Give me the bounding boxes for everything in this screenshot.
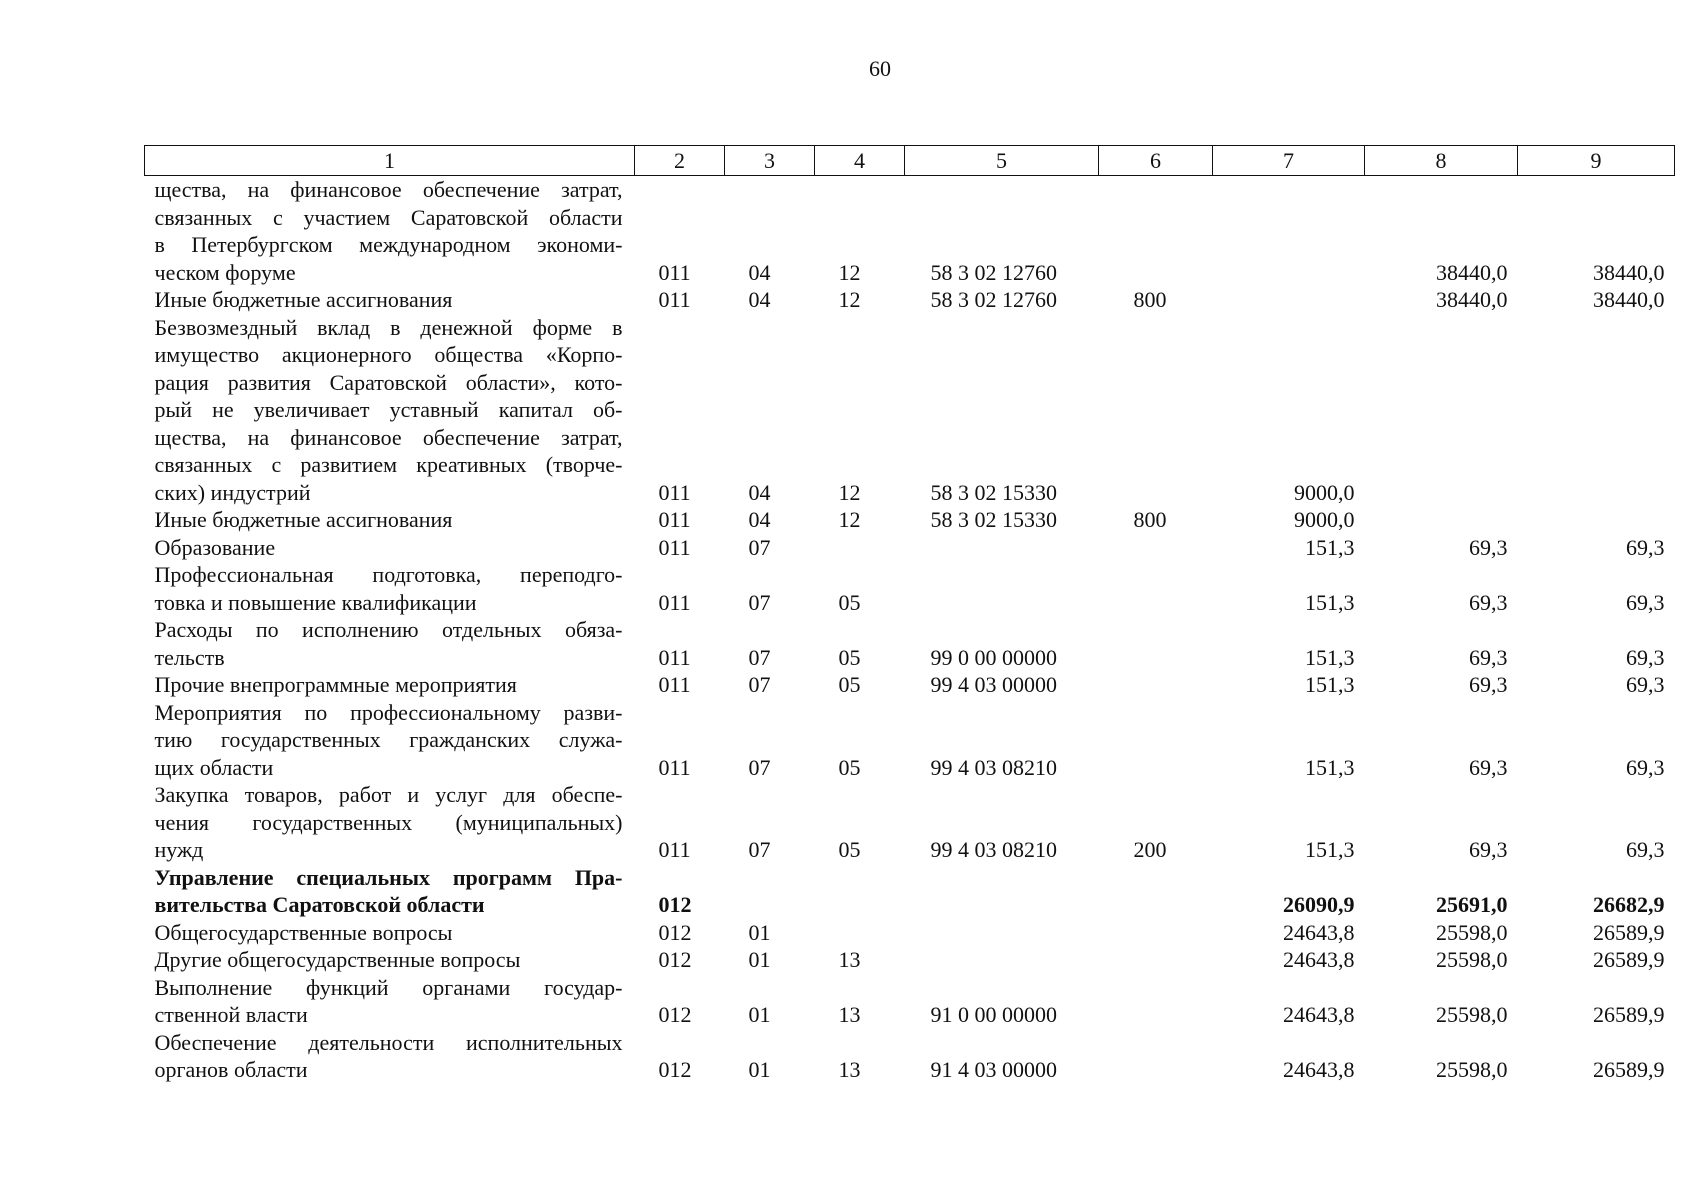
- column-header: 6: [1099, 146, 1213, 176]
- section-code: 07: [748, 754, 771, 780]
- ministry-code: 012: [658, 947, 692, 972]
- amount-col-7: [1213, 176, 1365, 287]
- row-name: [145, 919, 635, 947]
- expense-type-code: [1099, 864, 1213, 919]
- amount-col-9: 26589,9: [1593, 919, 1665, 945]
- amount-col-7: 26090,9: [1283, 892, 1355, 917]
- ministry-code: 011: [658, 754, 691, 780]
- ministry-code: 011: [658, 672, 691, 697]
- amount-col-8: 69,3: [1469, 837, 1508, 862]
- expense-type-code: [1099, 176, 1213, 287]
- expense-type-code: [1099, 671, 1213, 699]
- column-header: 8: [1365, 146, 1518, 176]
- amount-col-7: 24643,8: [1283, 1002, 1355, 1027]
- amount-col-9: 69,3: [1626, 754, 1665, 780]
- ministry-code: 012: [658, 919, 692, 945]
- row-name-line: товка и повышение квалификации: [154, 589, 477, 615]
- budget-table-container: [144, 145, 1674, 1084]
- row-name-line: Другие общегосударственные вопросы: [154, 947, 521, 972]
- table-row: [145, 616, 1675, 671]
- row-name-line: ственной власти: [154, 1002, 308, 1027]
- row-name-line: рация развития Саратовской области», кото-: [154, 369, 623, 395]
- row-name-line: Образование: [154, 534, 276, 560]
- column-header: 1: [145, 146, 635, 176]
- row-name-line: тельств: [154, 644, 225, 670]
- amount-col-8: 38440,0: [1436, 287, 1508, 312]
- ministry-code: 011: [658, 534, 691, 560]
- ministry-code: 011: [658, 644, 691, 670]
- row-name-line: Безвозмездный вклад в денежной форме в: [154, 314, 623, 340]
- table-row: [145, 864, 1675, 919]
- row-name: [145, 1029, 635, 1084]
- row-name: [145, 616, 635, 671]
- subsection-code: 05: [838, 837, 861, 862]
- column-header: 5: [905, 146, 1099, 176]
- target-article-code: 99 4 03 08210: [930, 754, 1057, 780]
- target-article-code: 91 0 00 00000: [930, 1002, 1057, 1027]
- row-name: [145, 176, 635, 287]
- target-article-code: 58 3 02 15330: [930, 479, 1057, 505]
- expense-type-code: [1099, 314, 1213, 507]
- row-name-line: имущество акционерного общества «Корпо-: [154, 342, 623, 367]
- column-header: 3: [725, 146, 815, 176]
- table-row: [145, 314, 1675, 507]
- amount-col-7: 24643,8: [1283, 947, 1355, 972]
- row-name-line: Мероприятия по профессиональному разви-: [154, 699, 623, 725]
- amount-col-9: 26589,9: [1593, 1002, 1665, 1027]
- row-name-line: ческом форуме: [154, 259, 296, 285]
- section-code: 01: [748, 1002, 771, 1027]
- amount-col-8: [1365, 314, 1518, 507]
- row-name-line: тию государственных гражданских служа-: [154, 727, 623, 752]
- row-name-line: чения государственных (муниципальных): [154, 809, 623, 835]
- row-name: [145, 781, 635, 864]
- amount-col-9: 69,3: [1626, 672, 1665, 697]
- amount-col-8: 69,3: [1469, 589, 1508, 615]
- section-code: 07: [748, 534, 771, 560]
- table-body: [145, 176, 1675, 1084]
- table-row: [145, 176, 1675, 287]
- amount-col-8: [1365, 506, 1518, 534]
- row-name-line: ских) индустрий: [154, 479, 311, 505]
- expense-type-code: [1099, 974, 1213, 1029]
- amount-col-7: 151,3: [1305, 754, 1355, 780]
- amount-col-9: [1518, 506, 1675, 534]
- subsection-code: 05: [838, 754, 861, 780]
- table-row: [145, 286, 1675, 314]
- target-article-code: 58 3 02 12760: [930, 259, 1057, 285]
- amount-col-9: 69,3: [1626, 644, 1665, 670]
- row-name: [145, 561, 635, 616]
- section-code: 04: [748, 287, 771, 312]
- amount-col-8: 38440,0: [1436, 259, 1508, 285]
- subsection-code: 05: [838, 644, 861, 670]
- expense-type-code: [1099, 616, 1213, 671]
- section-code: 04: [748, 259, 771, 285]
- column-header: 7: [1213, 146, 1365, 176]
- subsection-code: 12: [838, 479, 861, 505]
- row-name: [145, 671, 635, 699]
- ministry-code: 011: [658, 259, 691, 285]
- row-name: [145, 286, 635, 314]
- row-name-line: Иные бюджетные ассигнования: [154, 287, 453, 312]
- ministry-code: 011: [658, 479, 691, 505]
- expense-type-code: [1099, 1029, 1213, 1084]
- table-row: [145, 1029, 1675, 1084]
- amount-col-9: 26589,9: [1593, 1057, 1665, 1082]
- amount-col-8: 69,3: [1469, 534, 1508, 560]
- row-name: [145, 534, 635, 562]
- target-article-code: [905, 946, 1099, 974]
- ministry-code: 012: [658, 892, 692, 917]
- row-name-line: нужд: [154, 837, 204, 862]
- expense-type-code: 800: [1133, 507, 1167, 532]
- subsection-code: [815, 534, 905, 562]
- row-name-line: Управление специальных программ Пра-: [154, 864, 623, 890]
- amount-col-7: 151,3: [1305, 837, 1355, 862]
- amount-col-7: [1213, 286, 1365, 314]
- amount-col-9: [1518, 314, 1675, 507]
- expense-type-code: [1099, 561, 1213, 616]
- column-header: 2: [635, 146, 725, 176]
- ministry-code: 011: [658, 287, 691, 312]
- row-name: [145, 946, 635, 974]
- row-name: [145, 506, 635, 534]
- expense-type-code: [1099, 946, 1213, 974]
- amount-col-7: 9000,0: [1294, 479, 1355, 505]
- amount-col-9: 69,3: [1626, 589, 1665, 615]
- row-name-line: связанных с развитием креативных (творче-: [154, 452, 623, 477]
- amount-col-7: 24643,8: [1283, 919, 1355, 945]
- amount-col-9: 26589,9: [1593, 947, 1665, 972]
- row-name-line: Обеспечение деятельности исполнительных: [154, 1029, 623, 1055]
- subsection-code: 13: [838, 1057, 861, 1082]
- amount-col-7: 151,3: [1305, 644, 1355, 670]
- section-code: 07: [748, 672, 771, 697]
- expense-type-code: [1099, 699, 1213, 782]
- column-header: 4: [815, 146, 905, 176]
- row-name-line: Прочие внепрограммные мероприятия: [154, 672, 517, 697]
- table-header-row: [145, 146, 1675, 176]
- amount-col-9: 69,3: [1626, 837, 1665, 862]
- row-name: [145, 864, 635, 919]
- section-code: 07: [748, 589, 771, 615]
- ministry-code: 011: [658, 507, 691, 532]
- subsection-code: [815, 919, 905, 947]
- subsection-code: 12: [838, 259, 861, 285]
- table-row: [145, 506, 1675, 534]
- subsection-code: 13: [838, 1002, 861, 1027]
- amount-col-8: 69,3: [1469, 754, 1508, 780]
- expense-type-code: [1099, 919, 1213, 947]
- amount-col-8: 69,3: [1469, 672, 1508, 697]
- subsection-code: 05: [838, 589, 861, 615]
- section-code: 01: [748, 919, 771, 945]
- amount-col-8: 25598,0: [1436, 947, 1508, 972]
- amount-col-7: 24643,8: [1283, 1057, 1355, 1082]
- column-header: 9: [1518, 146, 1675, 176]
- amount-col-9: 38440,0: [1593, 287, 1665, 312]
- amount-col-7: 151,3: [1305, 672, 1355, 697]
- table-row: [145, 946, 1675, 974]
- target-article-code: 99 4 03 08210: [930, 837, 1057, 862]
- ministry-code: 012: [658, 1002, 692, 1027]
- section-code: [725, 864, 815, 919]
- amount-col-7: 151,3: [1305, 534, 1355, 560]
- table-row: [145, 781, 1675, 864]
- row-name-line: органов области: [154, 1057, 308, 1082]
- row-name-line: Расходы по исполнению отдельных обяза-: [154, 617, 623, 642]
- row-name-line: Иные бюджетные ассигнования: [154, 507, 453, 532]
- amount-col-8: 69,3: [1469, 644, 1508, 670]
- row-name: [145, 699, 635, 782]
- table-row: [145, 699, 1675, 782]
- section-code: 01: [748, 1057, 771, 1082]
- expense-type-code: [1099, 534, 1213, 562]
- row-name-line: связанных с участием Саратовской области: [154, 204, 623, 230]
- ministry-code: 011: [658, 837, 691, 862]
- table-row: [145, 974, 1675, 1029]
- amount-col-8: 25691,0: [1436, 892, 1508, 917]
- target-article-code: 58 3 02 12760: [930, 287, 1057, 312]
- amount-col-7: 9000,0: [1294, 507, 1355, 532]
- subsection-code: 13: [838, 947, 861, 972]
- subsection-code: [815, 864, 905, 919]
- table-row: [145, 534, 1675, 562]
- amount-col-8: 25598,0: [1436, 1002, 1508, 1027]
- amount-col-8: 25598,0: [1436, 1057, 1508, 1082]
- row-name-line: щих области: [154, 754, 274, 780]
- target-article-code: [905, 561, 1099, 616]
- row-name: [145, 314, 635, 507]
- amount-col-9: 69,3: [1626, 534, 1665, 560]
- table-row: [145, 561, 1675, 616]
- section-code: 01: [748, 947, 771, 972]
- row-name-line: Выполнение функций органами государ-: [154, 974, 623, 1000]
- row-name-line: в Петербургском международном экономи-: [154, 232, 623, 257]
- table-row: [145, 671, 1675, 699]
- target-article-code: 58 3 02 15330: [930, 507, 1057, 532]
- ministry-code: 011: [658, 589, 691, 615]
- target-article-code: [905, 864, 1099, 919]
- target-article-code: 99 4 03 00000: [930, 672, 1057, 697]
- subsection-code: 05: [838, 672, 861, 697]
- section-code: 07: [748, 644, 771, 670]
- target-article-code: 91 4 03 00000: [930, 1057, 1057, 1082]
- section-code: 07: [748, 837, 771, 862]
- amount-col-8: 25598,0: [1436, 919, 1508, 945]
- target-article-code: [905, 534, 1099, 562]
- row-name-line: щества, на финансовое обеспечение затрат,: [154, 424, 623, 450]
- expense-type-code: 200: [1133, 837, 1167, 862]
- row-name-line: рый не увеличивает уставный капитал об-: [154, 397, 623, 422]
- section-code: 04: [748, 507, 771, 532]
- target-article-code: [905, 919, 1099, 947]
- ministry-code: 012: [658, 1057, 692, 1082]
- section-code: 04: [748, 479, 771, 505]
- subsection-code: 12: [838, 507, 861, 532]
- budget-table: [144, 145, 1675, 1084]
- amount-col-9: 26682,9: [1593, 892, 1665, 917]
- row-name-line: вительства Саратовской области: [154, 892, 485, 917]
- row-name-line: Общегосударственные вопросы: [154, 919, 453, 945]
- row-name-line: Профессиональная подготовка, переподго-: [154, 562, 623, 587]
- row-name: [145, 974, 635, 1029]
- page-number: 60: [869, 56, 891, 81]
- table-row: [145, 919, 1675, 947]
- row-name-line: щества, на финансовое обеспечение затрат,: [154, 177, 623, 202]
- expense-type-code: 800: [1133, 287, 1167, 312]
- row-name-line: Закупка товаров, работ и услуг для обеспе-: [154, 782, 623, 807]
- amount-col-7: 151,3: [1305, 589, 1355, 615]
- subsection-code: 12: [838, 287, 861, 312]
- amount-col-9: 38440,0: [1593, 259, 1665, 285]
- target-article-code: 99 0 00 00000: [930, 644, 1057, 670]
